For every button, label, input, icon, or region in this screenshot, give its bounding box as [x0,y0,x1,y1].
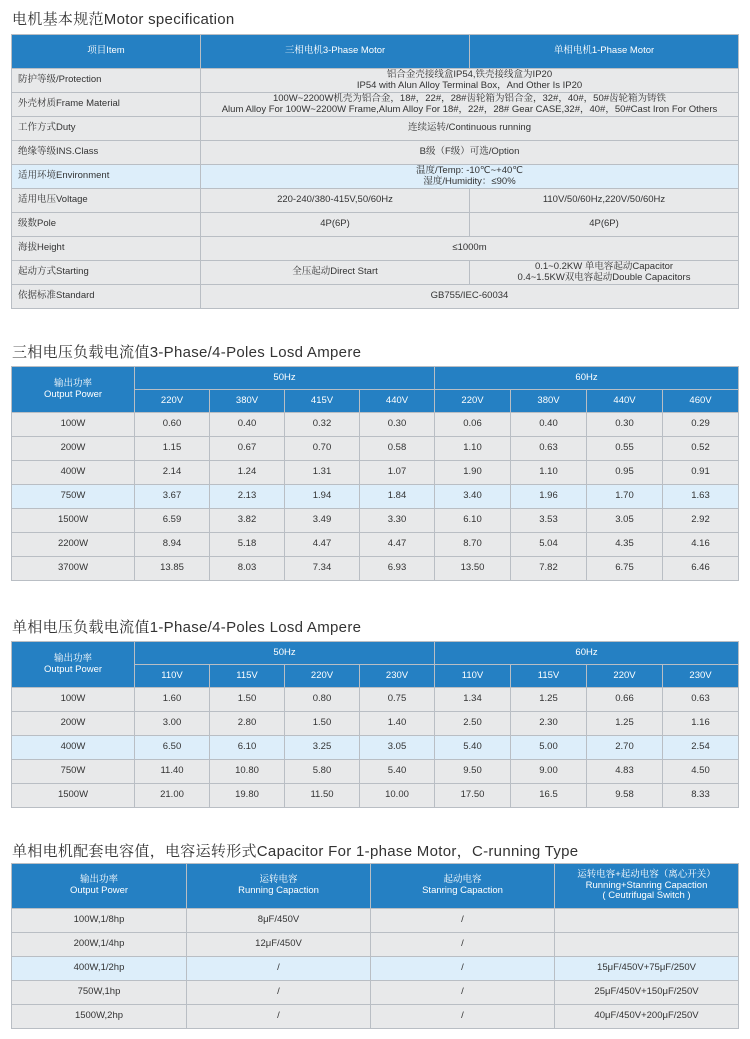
table-cell: 2.92 [663,509,739,533]
table-cell: 19.80 [210,784,285,808]
table-cell: 3.82 [210,509,285,533]
table-cell: 7.82 [511,557,587,581]
table-row [12,712,739,736]
single-phase-50hz-header: 50Hz [135,642,435,665]
row-label: 100W [12,688,135,712]
table-cell: 2.13 [210,485,285,509]
table-cell: 6.93 [360,557,435,581]
voltage-header: 230V [360,665,435,688]
table-cell: 5.04 [511,533,587,557]
row-label: 750W [12,485,135,509]
single-phase-body [12,688,739,808]
row-label: 2200W [12,533,135,557]
voltage-header: 460V [663,390,739,413]
row-label: 750W [12,760,135,784]
table-cell: 0.63 [663,688,739,712]
spec-header-row [12,35,739,69]
spec-row-standard [12,285,739,309]
spec-table [11,34,739,309]
table-cell: 1.34 [435,688,511,712]
table-row [12,784,739,808]
table-cell: 1.25 [587,712,663,736]
three-phase-50hz-header: 50Hz [135,367,435,390]
table-cell: 3.30 [360,509,435,533]
duty-label: 工作方式Duty [12,117,201,141]
protection-value: 铝合金壳接线盒IP54,铁壳接线盒为IP20 IP54 with Alun Alloy Terminal Box，And Other Is IP20 [201,69,739,93]
single-phase-60hz-header: 60Hz [435,642,739,665]
pole-single: 4P(6P) [470,213,739,237]
table-cell: 8.94 [135,533,210,557]
table-row [12,437,739,461]
row-label: 200W [12,712,135,736]
table-cell: 5.80 [285,760,360,784]
three-phase-power-header: 输出功率 Output Power [12,367,135,413]
three-phase-table [11,366,739,581]
table-cell: 2.30 [511,712,587,736]
table-cell: / [371,909,555,933]
table-cell: 3.25 [285,736,360,760]
frame-label: 外壳材质Frame Material [12,93,201,117]
header-three-phase: 三相电机3-Phase Motor [201,35,470,69]
header-item: 项目Item [12,35,201,69]
voltage-header: 230V [663,665,739,688]
table-cell: 4.83 [587,760,663,784]
insclass-value: B级（F级）可选/Option [201,141,739,165]
table-cell [555,909,739,933]
capacitor-running-header: 运转电容 Running Capaction [187,864,371,909]
header-single-phase: 单相电机1-Phase Motor [470,35,739,69]
table-row [12,413,739,437]
table-cell: 7.34 [285,557,360,581]
row-label: 1500W [12,784,135,808]
row-label: 100W [12,413,135,437]
table-cell: 6.10 [435,509,511,533]
three-phase-60hz-header: 60Hz [435,367,739,390]
table-cell: 1.10 [435,437,511,461]
table-cell: 0.60 [135,413,210,437]
capacitor-table [11,863,739,1029]
capacitor-title: 单相电机配套电容值，电容运转形式Capacitor For 1-phase Motor，C-running Type [12,843,579,860]
table-row [12,533,739,557]
table-cell: 1.96 [511,485,587,509]
table-row [12,909,739,933]
table-cell: 0.55 [587,437,663,461]
table-cell: 0.40 [511,413,587,437]
table-cell: 6.46 [663,557,739,581]
table-cell: 0.91 [663,461,739,485]
table-cell: 1.40 [360,712,435,736]
voltage-header: 220V [435,390,511,413]
table-cell: / [187,981,371,1005]
table-cell: 16.5 [511,784,587,808]
table-row [12,957,739,981]
table-cell: 1.10 [511,461,587,485]
table-cell: 1.15 [135,437,210,461]
table-cell: 0.66 [587,688,663,712]
pole-three: 4P(6P) [201,213,470,237]
table-row [12,736,739,760]
table-cell: 4.47 [360,533,435,557]
insclass-label: 绝缘等级INS.Class [12,141,201,165]
table-cell: 6.50 [135,736,210,760]
table-cell: 1.50 [285,712,360,736]
table-cell: 2.80 [210,712,285,736]
table-cell: 1.84 [360,485,435,509]
table-cell: 0.63 [511,437,587,461]
table-cell: 12μF/450V [187,933,371,957]
table-cell: 1.24 [210,461,285,485]
table-cell: 1.94 [285,485,360,509]
protection-label: 防护等级/Protection [12,69,201,93]
table-cell: / [371,933,555,957]
voltage-header: 220V [285,665,360,688]
voltage-single: 110V/50/60Hz,220V/50/60Hz [470,189,739,213]
row-label: 200W [12,437,135,461]
duty-value: 连续运转/Continuous running [201,117,739,141]
capacitor-starting-header: 起动电容 Stanring Capaction [371,864,555,909]
table-cell: 3.49 [285,509,360,533]
voltage-header: 115V [210,665,285,688]
table-cell: / [371,981,555,1005]
table-cell: 9.50 [435,760,511,784]
table-cell: 3.67 [135,485,210,509]
table-cell: 10.80 [210,760,285,784]
table-row [12,688,739,712]
row-label: 200W,1/4hp [12,933,187,957]
spec-row-duty [12,117,739,141]
table-cell: 13.85 [135,557,210,581]
environment-value: 温度/Temp: -10℃~+40℃ 湿度/Humidity：≤90% [201,165,739,189]
table-row [12,557,739,581]
table-cell: 9.58 [587,784,663,808]
standard-label: 依据标准Standard [12,285,201,309]
pole-label: 级数Pole [12,213,201,237]
table-cell: 6.59 [135,509,210,533]
table-cell: 4.35 [587,533,663,557]
table-cell: / [371,957,555,981]
row-label: 750W,1hp [12,981,187,1005]
table-cell: 40μF/450V+200μF/250V [555,1005,739,1029]
table-cell: 0.40 [210,413,285,437]
capacitor-body [12,909,739,1029]
row-label: 1500W,2hp [12,1005,187,1029]
table-cell: 0.95 [587,461,663,485]
table-cell: 1.07 [360,461,435,485]
table-cell: 0.58 [360,437,435,461]
voltage-header: 380V [210,390,285,413]
table-cell: 1.63 [663,485,739,509]
row-label: 100W,1/8hp [12,909,187,933]
table-cell: 13.50 [435,557,511,581]
environment-label: 适用环境Environment [12,165,201,189]
spec-row-environment [12,165,739,189]
table-cell: 3.05 [587,509,663,533]
table-cell: 1.50 [210,688,285,712]
table-cell: 0.75 [360,688,435,712]
table-cell: / [371,1005,555,1029]
spec-row-height [12,237,739,261]
starting-label: 起动方式Starting [12,261,201,285]
table-cell: 3.00 [135,712,210,736]
single-phase-table [11,641,739,808]
capacitor-combined-header: 运转电容+起动电容（离心开关） Running+Stanring Capaction ( Ceutrifugal Switch ) [555,864,739,909]
voltage-header: 220V [135,390,210,413]
table-cell [555,933,739,957]
single-phase-power-header: 输出功率 Output Power [12,642,135,688]
table-cell: 3.05 [360,736,435,760]
table-row [12,509,739,533]
row-label: 400W,1/2hp [12,957,187,981]
table-row [12,461,739,485]
row-label: 1500W [12,509,135,533]
voltage-header: 415V [285,390,360,413]
table-cell: / [187,957,371,981]
table-cell: 2.50 [435,712,511,736]
height-label: 海拔Height [12,237,201,261]
table-cell: 2.14 [135,461,210,485]
table-cell: 5.18 [210,533,285,557]
row-label: 400W [12,461,135,485]
table-row [12,1005,739,1029]
table-cell: 8μF/450V [187,909,371,933]
height-value: ≤1000m [201,237,739,261]
table-cell: 1.16 [663,712,739,736]
voltage-three: 220-240/380-415V,50/60Hz [201,189,470,213]
table-cell: 0.32 [285,413,360,437]
table-cell: 2.54 [663,736,739,760]
table-cell: 6.10 [210,736,285,760]
voltage-header: 440V [360,390,435,413]
table-cell: / [187,1005,371,1029]
voltage-header: 115V [511,665,587,688]
voltage-header: 110V [435,665,511,688]
single-phase-freq-row [12,642,739,665]
table-cell: 3.53 [511,509,587,533]
three-phase-body [12,413,739,581]
table-cell: 0.67 [210,437,285,461]
table-cell: 0.52 [663,437,739,461]
voltage-header: 220V [587,665,663,688]
capacitor-header-row [12,864,739,909]
table-cell: 1.25 [511,688,587,712]
row-label: 400W [12,736,135,760]
table-cell: 17.50 [435,784,511,808]
table-row [12,485,739,509]
table-cell: 2.70 [587,736,663,760]
starting-three: 全压起动Direct Start [201,261,470,285]
starting-single: 0.1~0.2KW 单电容起动Capacitor 0.4~1.5KW双电容起动Double Capacitors [470,261,739,285]
table-cell: 4.47 [285,533,360,557]
standard-value: GB755/IEC-60034 [201,285,739,309]
table-cell: 4.50 [663,760,739,784]
table-cell: 0.29 [663,413,739,437]
voltage-label: 适用电压Voltage [12,189,201,213]
table-cell: 4.16 [663,533,739,557]
voltage-header: 380V [511,390,587,413]
table-cell: 11.50 [285,784,360,808]
spec-row-voltage [12,189,739,213]
spec-row-insclass [12,141,739,165]
table-cell: 1.60 [135,688,210,712]
three-phase-title: 三相电压负载电流值3-Phase/4-Poles Losd Ampere [12,344,362,361]
table-cell: 15μF/450V+75μF/250V [555,957,739,981]
table-cell: 9.00 [511,760,587,784]
table-cell: 25μF/450V+150μF/250V [555,981,739,1005]
table-cell: 0.70 [285,437,360,461]
frame-value: 100W~2200W机壳为铝合金，18#，22#，28#齿轮箱为铝合金，32#，40#，50#齿轮箱为铸铁 Alum Alloy For 100W~2200W Frame,Alum Alloy For 18#，22#，28# Gear CASE,32#，40#，50#Cast Iron For Others [201,93,739,117]
table-cell: 8.33 [663,784,739,808]
row-label: 3700W [12,557,135,581]
spec-title: 电机基本规范Motor specification [12,11,235,28]
table-cell: 6.75 [587,557,663,581]
capacitor-power-header: 输出功率 Output Power [12,864,187,909]
table-cell: 0.30 [360,413,435,437]
table-cell: 3.40 [435,485,511,509]
table-cell: 11.40 [135,760,210,784]
table-row [12,760,739,784]
voltage-header: 440V [587,390,663,413]
table-cell: 21.00 [135,784,210,808]
table-row [12,981,739,1005]
table-cell: 0.06 [435,413,511,437]
table-cell: 5.40 [360,760,435,784]
table-cell: 1.31 [285,461,360,485]
table-cell: 5.40 [435,736,511,760]
table-cell: 5.00 [511,736,587,760]
three-phase-freq-row [12,367,739,390]
spec-row-pole [12,213,739,237]
table-row [12,933,739,957]
table-cell: 8.03 [210,557,285,581]
table-cell: 1.90 [435,461,511,485]
table-cell: 8.70 [435,533,511,557]
spec-row-starting [12,261,739,285]
spec-row-protection [12,69,739,93]
table-cell: 10.00 [360,784,435,808]
table-cell: 0.80 [285,688,360,712]
single-phase-title: 单相电压负载电流值1-Phase/4-Poles Losd Ampere [12,619,362,636]
spec-row-frame [12,93,739,117]
table-cell: 1.70 [587,485,663,509]
table-cell: 0.30 [587,413,663,437]
voltage-header: 110V [135,665,210,688]
